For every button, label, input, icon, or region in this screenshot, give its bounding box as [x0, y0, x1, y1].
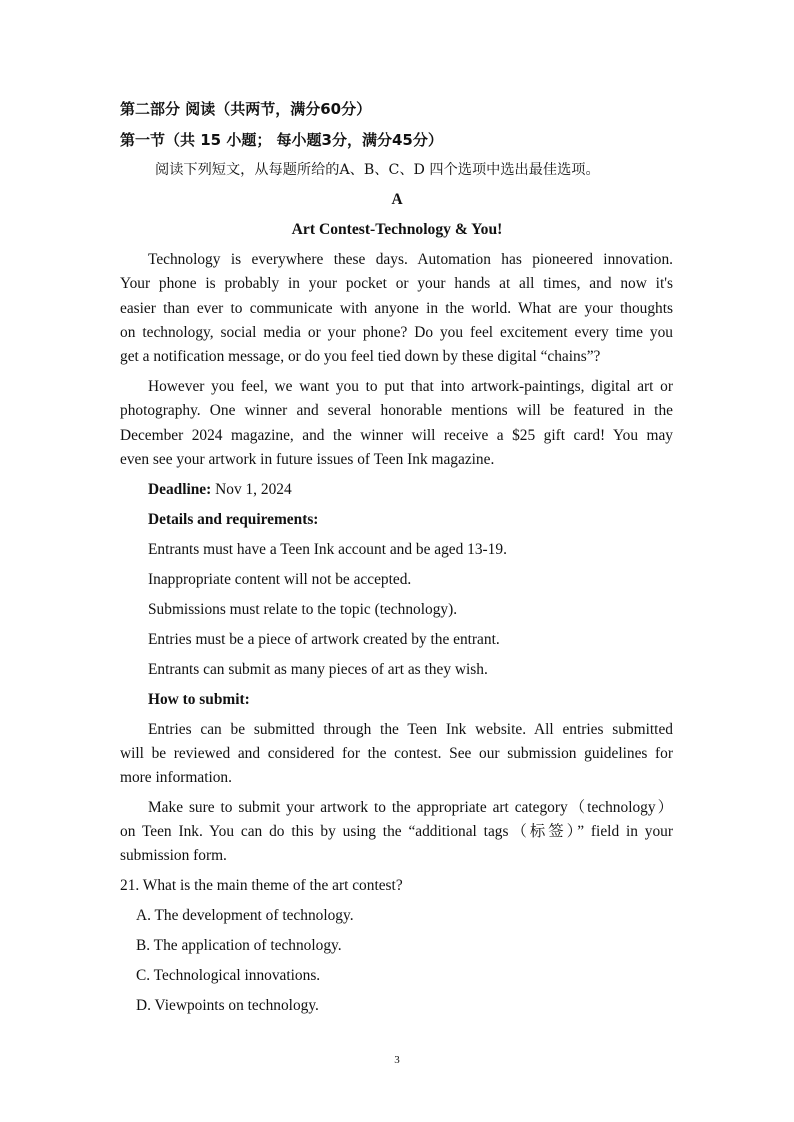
requirement-item: Entrants can submit as many pieces of art as they wish.	[148, 661, 488, 678]
paragraph-2-line: photography. One winner and several honorable mentions will be featured in the	[120, 402, 673, 419]
answer-option-d: D. Viewpoints on technology.	[136, 997, 319, 1014]
paragraph-4-line: on Teen Ink. You can do this by using the “additional tags（标签）” field in your	[120, 823, 673, 840]
paragraph-1-line: Technology is everywhere these days. Automation has pioneered innovation.	[148, 251, 673, 268]
passage-title: Art Contest-Technology & You!	[291, 221, 503, 238]
paragraph-3-line: Entries can be submitted through the Teen Ink website. All entries submitted	[148, 721, 673, 738]
requirement-item: Entries must be a piece of artwork created by the entrant.	[148, 631, 500, 648]
deadline-value: Nov 1, 2024	[211, 481, 292, 498]
how-to-submit-heading: How to submit:	[148, 691, 250, 708]
paragraph-2-line: even see your artwork in future issues of Teen Ink magazine.	[120, 451, 495, 468]
section-title: 第一节（共 15 小题； 每小题3分，满分45分）	[120, 131, 443, 149]
paragraph-4-line: submission form.	[120, 847, 227, 864]
deadline	[148, 480, 673, 500]
paragraph-1-line: get a notification message, or do you feel tied down by these digital “chains”?	[120, 348, 601, 365]
requirement-item: Entrants must have a Teen Ink account and be aged 13-19.	[148, 541, 507, 558]
answer-option-b: B. The application of technology.	[136, 937, 342, 954]
answer-option-a: A. The development of technology.	[136, 907, 354, 924]
paragraph-1-line: easier than ever to communicate with anyone in the world. What are your thoughts	[120, 300, 673, 317]
details-heading: Details and requirements:	[148, 511, 319, 528]
passage-label: A	[391, 191, 403, 208]
question-stem: 21. What is the main theme of the art contest?	[120, 877, 403, 894]
paragraph-1-line: on technology, social media or your phone? Do you feel excitement every time you	[120, 324, 673, 341]
paragraph-1-line: Your phone is probably in your pocket or your hands at all times, and now it's	[120, 275, 673, 292]
paragraph-2-line: However you feel, we want you to put that into artwork-paintings, digital art or	[148, 378, 673, 395]
part-title: 第二部分 阅读（共两节，满分60分）	[120, 100, 372, 118]
requirement-item: Submissions must relate to the topic (technology).	[148, 601, 458, 618]
paragraph-2-line: December 2024 magazine, and the winner will receive a $25 gift card! You may	[120, 427, 673, 444]
page-number: 3	[394, 1054, 400, 1066]
paragraph-3-line: more information.	[120, 769, 232, 786]
instructions: 阅读下列短文，从每题所给的A、B、C、D 四个选项中选出最佳选项。	[155, 162, 600, 178]
requirement-item: Inappropriate content will not be accepted.	[148, 571, 412, 588]
paragraph-4-line: Make sure to submit your artwork to the appropriate art category（technology）	[148, 799, 673, 816]
paragraph-3-line: will be reviewed and considered for the contest. See our submission guidelines for	[120, 745, 673, 762]
answer-option-c: C. Technological innovations.	[136, 967, 321, 984]
deadline-label: Deadline:	[148, 481, 212, 498]
